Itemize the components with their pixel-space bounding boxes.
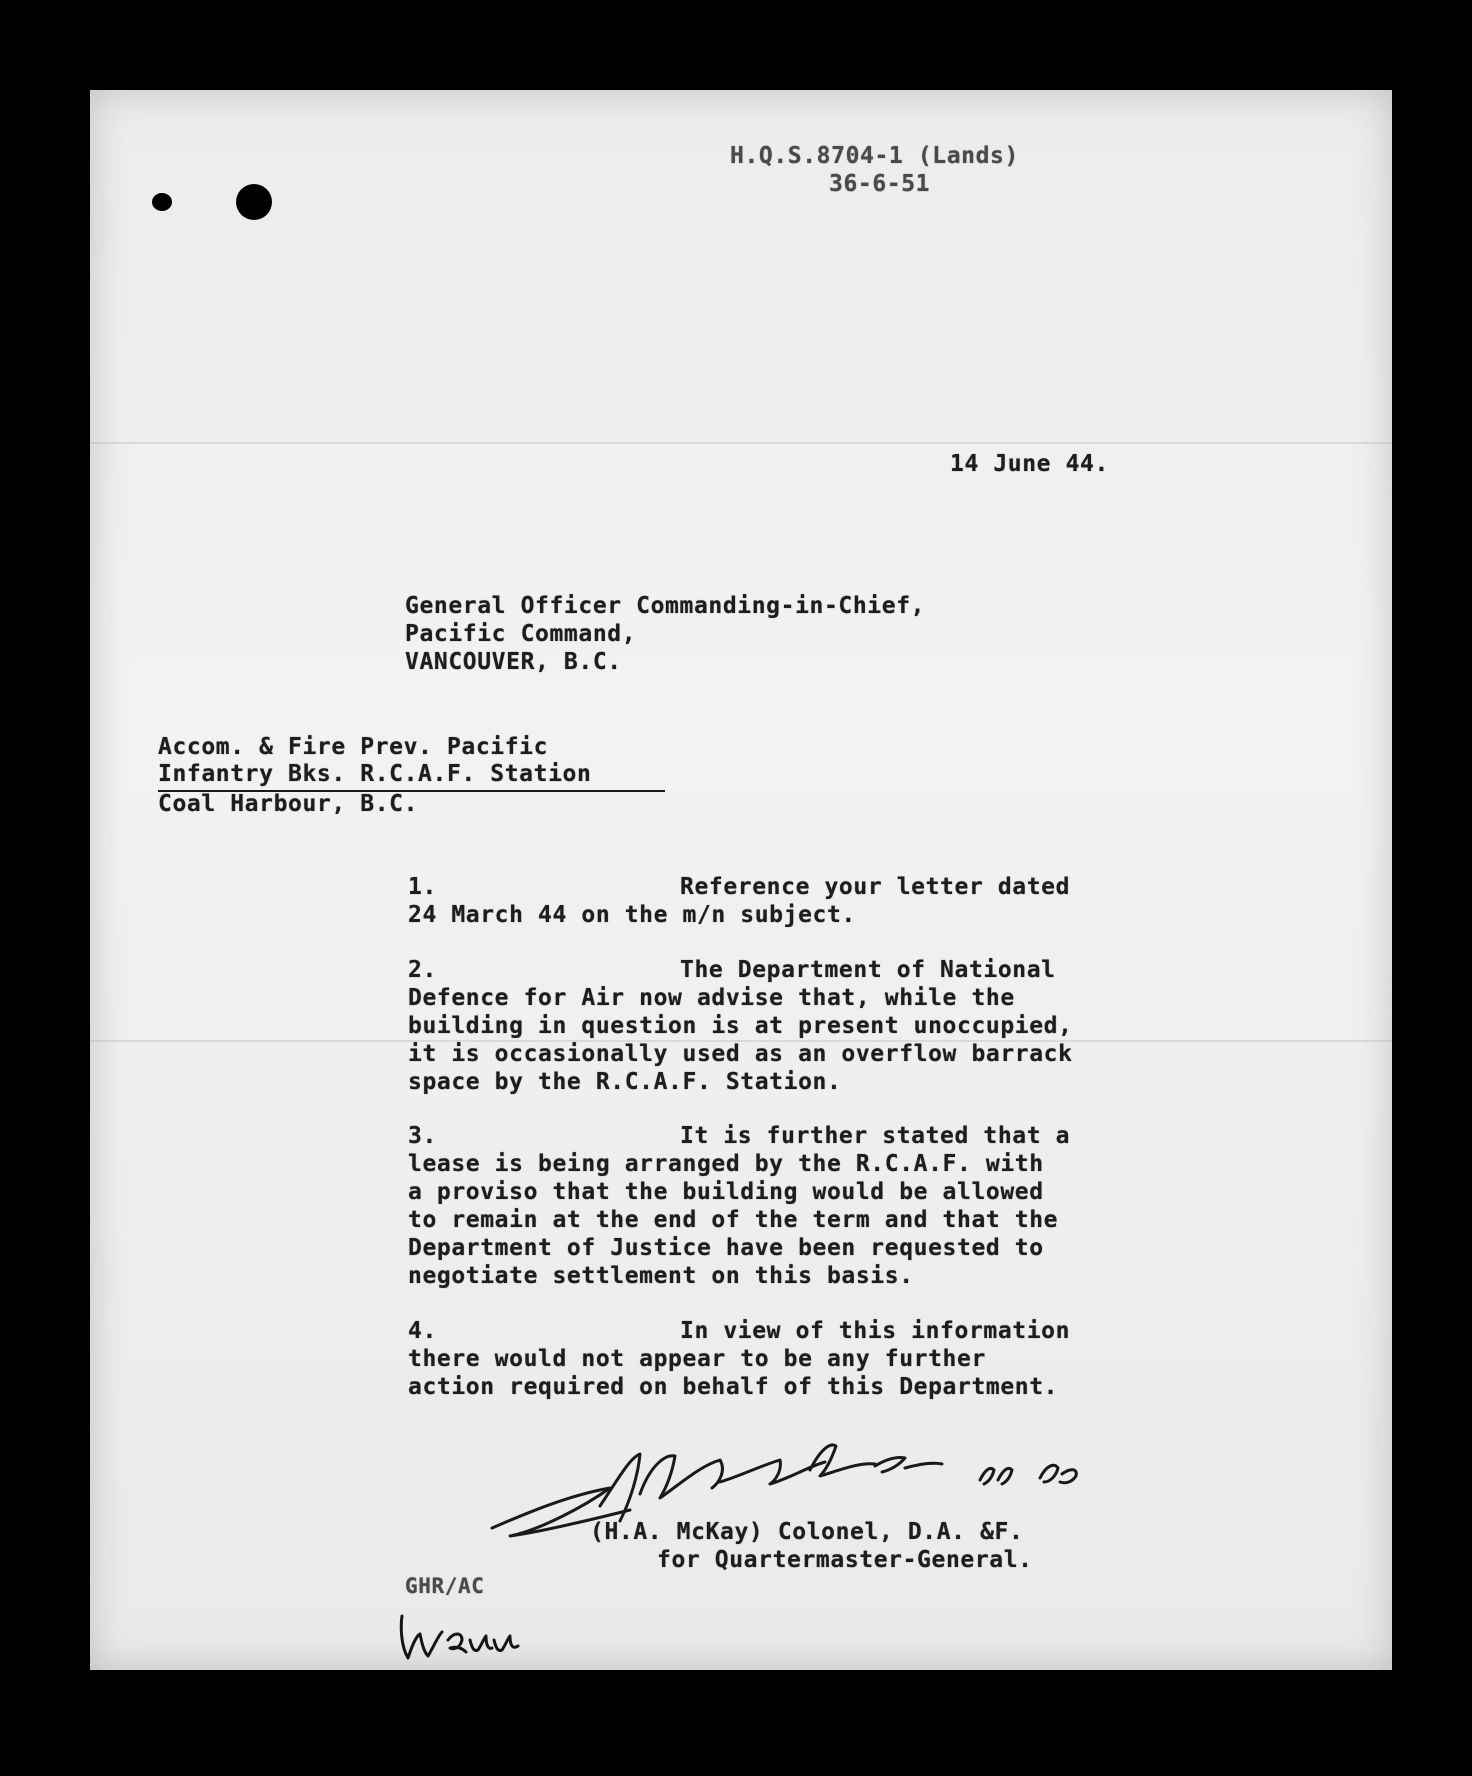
addressee-line: VANCOUVER, B.C. — [405, 649, 622, 675]
addressee-line: Pacific Command, — [405, 621, 637, 647]
paragraph-line: to remain at the end of the term and that the — [408, 1207, 1059, 1233]
paragraph-first-line: In view of this information — [680, 1318, 1071, 1344]
paragraph-number: 3. — [408, 1123, 437, 1149]
signature-name-line: (H.A. McKay) Colonel, D.A. &F. — [590, 1519, 1024, 1545]
paragraph — [408, 873, 1070, 901]
paragraph-line: action required on behalf of this Department. — [408, 1374, 1059, 1400]
paragraph-number: 1. — [408, 874, 437, 900]
paragraph — [408, 1317, 1070, 1345]
paragraph-first-line: It is further stated that a — [680, 1123, 1071, 1149]
paragraph-first-line: The Department of National — [680, 957, 1056, 983]
paragraph-line: building in question is at present unoccupied, — [408, 1013, 1073, 1039]
paragraph-line: it is occasionally used as an overflow barrack — [408, 1041, 1073, 1067]
handwritten-initials — [396, 1606, 526, 1664]
file-reference: H.Q.S.8704-1 (Lands) — [730, 143, 1019, 169]
paragraph-line: Defence for Air now advise that, while the — [408, 985, 1015, 1011]
letter-date: 14 June 44. — [950, 451, 1109, 477]
paragraph — [408, 1122, 1070, 1150]
paragraph-first-line: Reference your letter dated — [680, 874, 1071, 900]
subject-line: Coal Harbour, B.C. — [158, 791, 419, 817]
paragraph-number: 4. — [408, 1318, 437, 1344]
typist-initials: GHR/AC — [405, 1574, 485, 1598]
paragraph-line: Department of Justice have been requested to — [408, 1235, 1044, 1261]
paragraph — [408, 956, 1056, 984]
subject-line: Infantry Bks. R.C.A.F. Station — [158, 760, 665, 792]
paragraph-number: 2. — [408, 957, 437, 983]
paragraph-line: a proviso that the building would be allowed — [408, 1179, 1044, 1205]
paragraph-line: negotiate settlement on this basis. — [408, 1263, 914, 1289]
punch-hole — [236, 184, 272, 220]
paragraph-line: space by the R.C.A.F. Station. — [408, 1069, 842, 1095]
addressee-line: General Officer Commanding-in-Chief, — [405, 593, 926, 619]
signature-title-line: for Quartermaster-General. — [657, 1547, 1033, 1573]
punch-hole — [152, 193, 172, 211]
paragraph-line: lease is being arranged by the R.C.A.F. with — [408, 1151, 1044, 1177]
subject-line: Accom. & Fire Prev. Pacific — [158, 734, 549, 760]
file-reference-sub: 36-6-51 — [829, 171, 931, 197]
paragraph-line: there would not appear to be any further — [408, 1346, 986, 1372]
fold-line — [90, 442, 1392, 444]
paragraph-line: 24 March 44 on the m/n subject. — [408, 902, 856, 928]
